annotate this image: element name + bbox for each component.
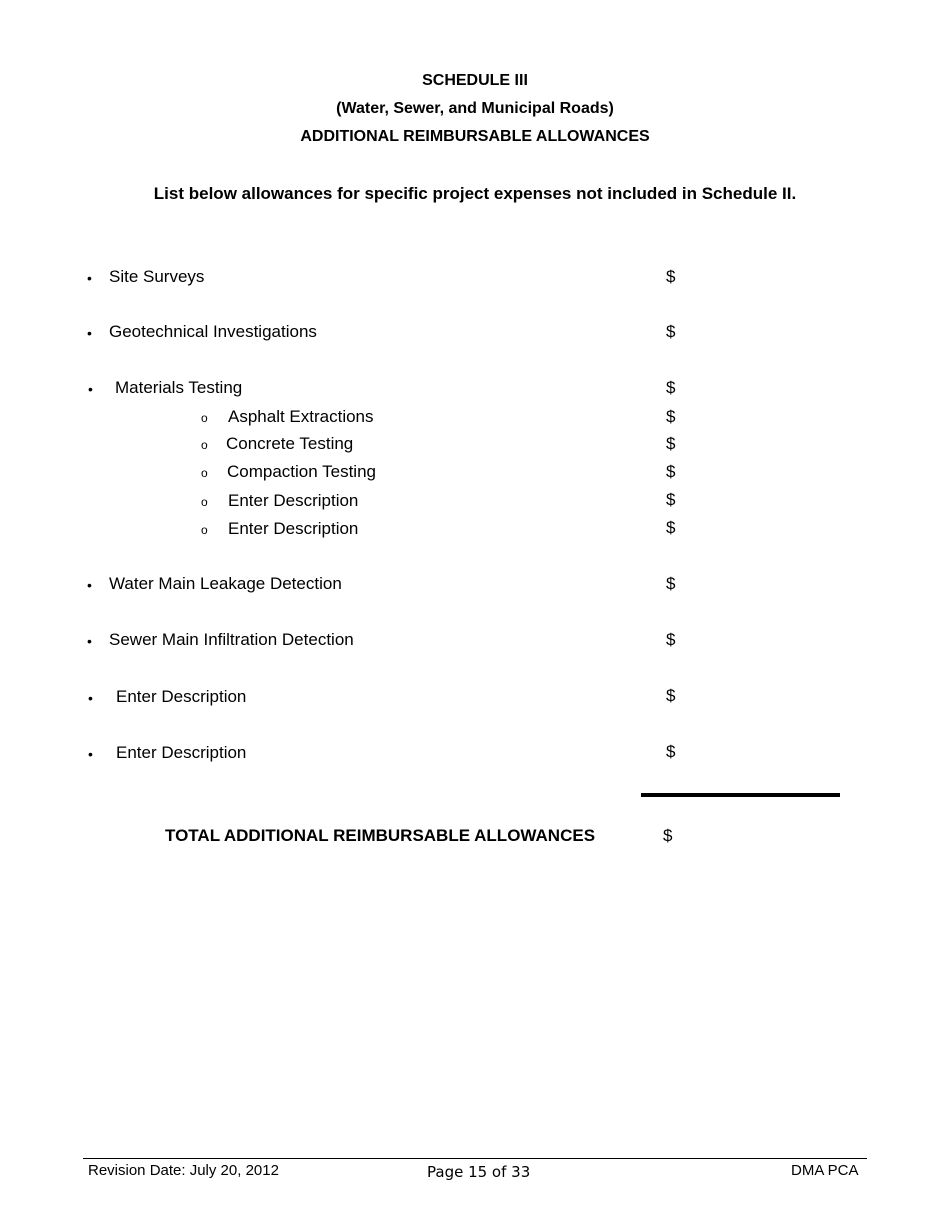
currency-symbol[interactable]: $ [666, 630, 676, 649]
currency-symbol[interactable]: $ [666, 462, 676, 481]
total-rule [641, 793, 840, 797]
currency-symbol[interactable]: $ [666, 518, 676, 537]
currency-symbol[interactable]: $ [666, 434, 676, 453]
bullet-icon: • [88, 381, 93, 397]
schedule-subtitle: (Water, Sewer, and Municipal Roads) [336, 100, 614, 117]
sub-item-label: Asphalt Extractions [228, 407, 374, 426]
bullet-icon: • [88, 746, 93, 762]
sub-item-label: Compaction Testing [227, 462, 376, 481]
sub-bullet-icon: o [201, 411, 208, 425]
currency-symbol[interactable]: $ [666, 742, 676, 761]
sub-bullet-icon: o [201, 523, 208, 537]
item-label: Enter Description [116, 743, 247, 762]
currency-symbol[interactable]: $ [666, 378, 676, 397]
bullet-icon: • [87, 270, 92, 286]
currency-symbol[interactable]: $ [666, 574, 676, 593]
bullet-icon: • [87, 577, 92, 593]
footer-rule [83, 1158, 867, 1159]
currency-symbol[interactable]: $ [666, 686, 676, 705]
bullet-icon: • [87, 325, 92, 341]
currency-symbol[interactable]: $ [666, 267, 676, 286]
page-title: ADDITIONAL REIMBURSABLE ALLOWANCES [300, 128, 650, 145]
total-currency-symbol[interactable]: $ [663, 826, 673, 845]
currency-symbol[interactable]: $ [666, 490, 676, 509]
sub-bullet-icon: o [201, 466, 208, 480]
item-label: Enter Description [116, 687, 247, 706]
sub-item-label: Concrete Testing [226, 434, 354, 453]
item-label: Materials Testing [115, 378, 243, 397]
currency-symbol[interactable]: $ [666, 407, 676, 426]
sub-item-label: Enter Description [228, 519, 359, 538]
sub-bullet-icon: o [201, 495, 208, 509]
bullet-icon: • [88, 690, 93, 706]
item-label: Sewer Main Infiltration Detection [109, 630, 354, 649]
sub-item-label: Enter Description [228, 491, 359, 510]
item-label: Geotechnical Investigations [109, 322, 317, 341]
document-id: DMA PCA [791, 1162, 859, 1179]
total-label: TOTAL ADDITIONAL REIMBURSABLE ALLOWANCES [165, 826, 596, 845]
instruction-text: List below allowances for specific project expenses not included in Schedule II. [153, 184, 797, 203]
sub-bullet-icon: o [201, 438, 208, 452]
currency-symbol[interactable]: $ [666, 322, 676, 341]
schedule-heading: SCHEDULE III [422, 72, 528, 89]
revision-date: Revision Date: July 20, 2012 [88, 1162, 279, 1179]
item-label: Water Main Leakage Detection [109, 574, 342, 593]
item-label: Site Surveys [109, 267, 205, 286]
bullet-icon: • [87, 633, 92, 649]
page-number: Page 15 of 33 [427, 1163, 531, 1181]
